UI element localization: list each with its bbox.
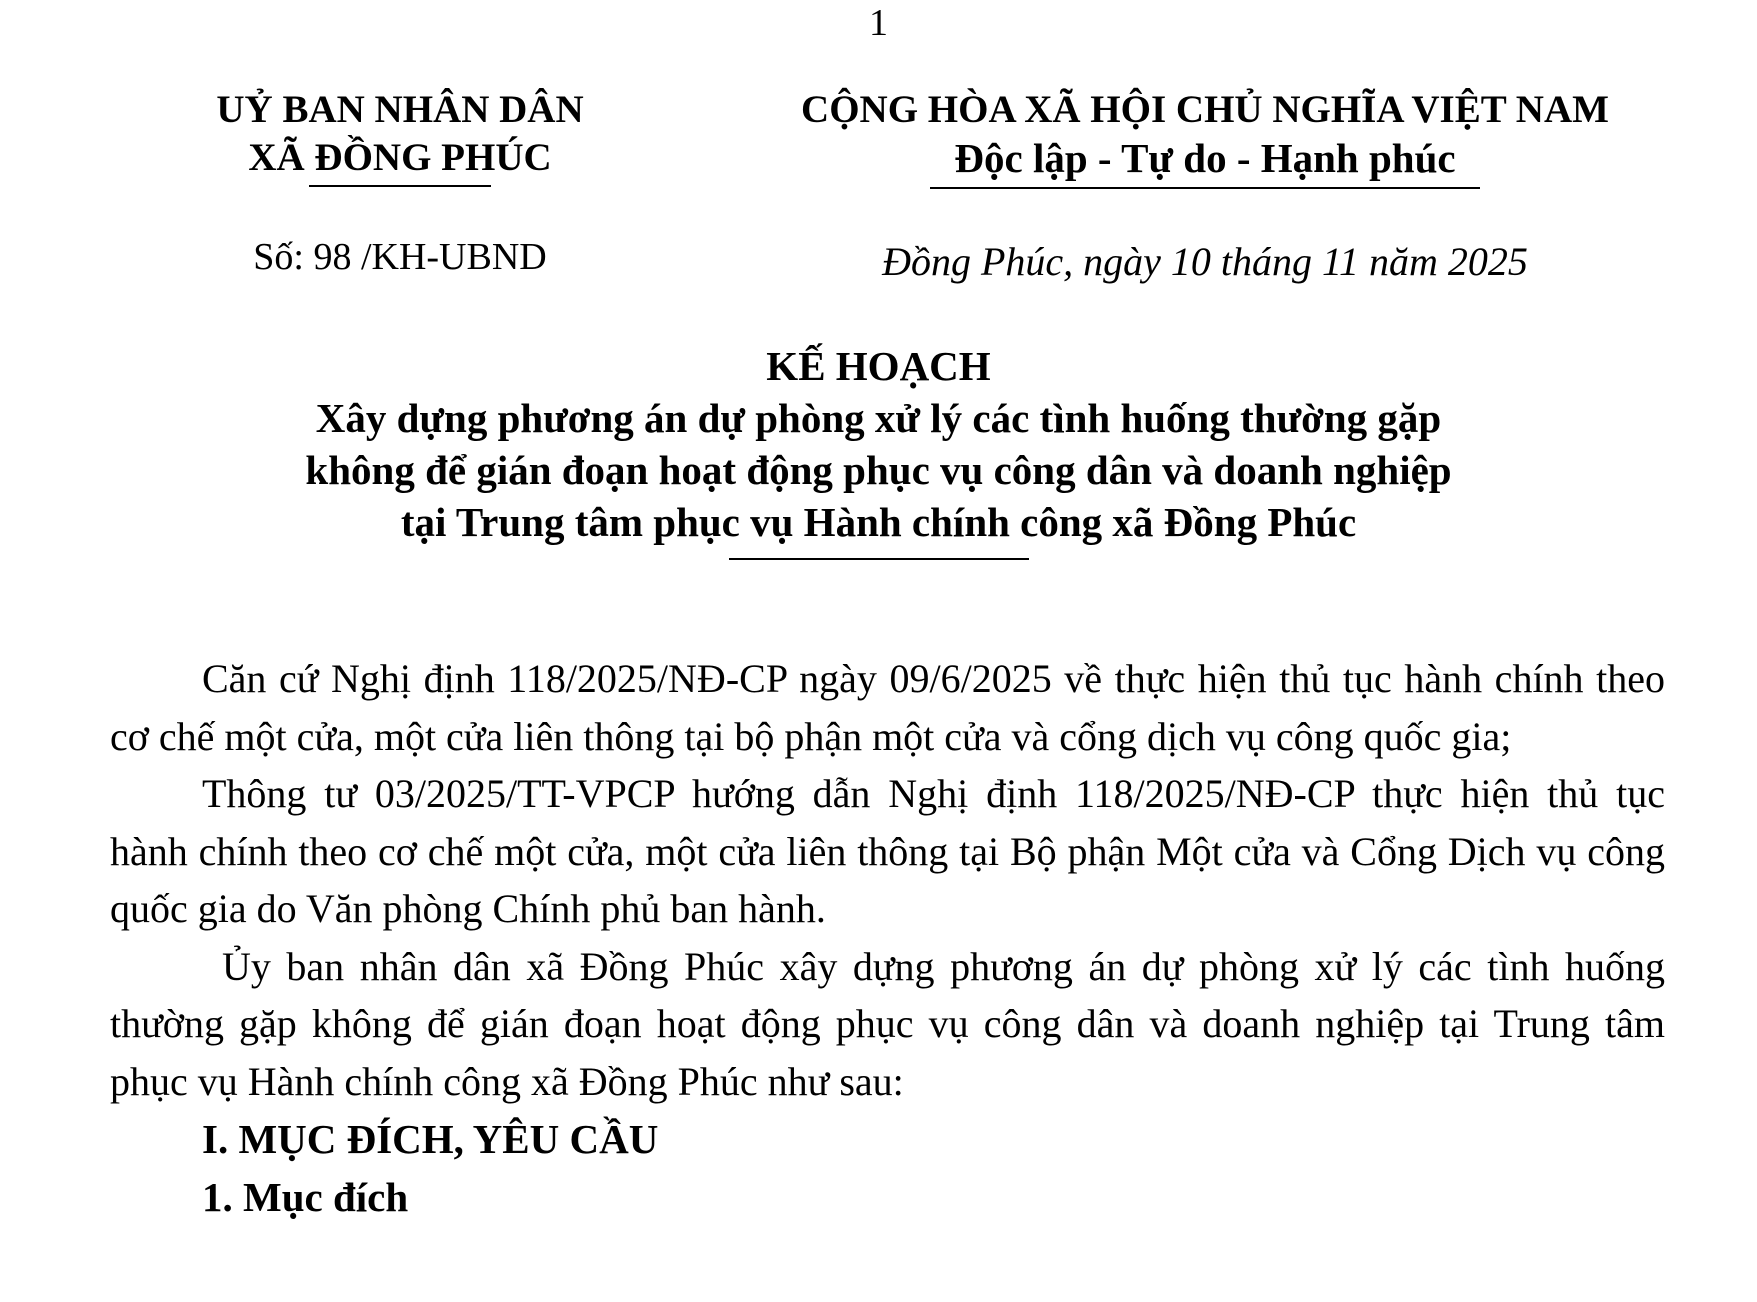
document-title-block bbox=[0, 340, 1757, 560]
document-body bbox=[110, 650, 1665, 1226]
page-number: 1 bbox=[869, 2, 888, 44]
issuing-authority bbox=[120, 86, 680, 187]
title-line-3: tại Trung tâm phục vụ Hành chính công xã Đồng Phúc bbox=[400, 499, 1357, 545]
document-number: Số: 98 /KH-UBND bbox=[253, 236, 547, 278]
national-header bbox=[700, 86, 1710, 189]
national-motto: Độc lập - Tự do - Hạnh phúc bbox=[954, 135, 1456, 181]
subsection-heading-1: 1. Mục đích bbox=[202, 1174, 409, 1220]
legal-basis-paragraph-2: Thông tư 03/2025/TT-VPCP hướng dẫn Nghị định 118/2025/NĐ-CP thực hiện thủ tục hành chính theo cơ chế một cửa, một cửa liên thông tại Bộ phận Một cửa và Cổng Dịch vụ công quốc gia do Văn phòng Chính phủ ban hành. bbox=[110, 771, 1665, 931]
place-and-date: Đồng Phúc, ngày 10 tháng 11 năm 2025 bbox=[882, 239, 1528, 284]
commune-name: XÃ ĐỒNG PHÚC bbox=[248, 136, 552, 179]
nation-name: CỘNG HÒA XÃ HỘI CHỦ NGHĨA VIỆT NAM bbox=[801, 88, 1609, 131]
section-heading-1: I. MỤC ĐÍCH, YÊU CẦU bbox=[202, 1116, 659, 1162]
title-line-1: Xây dựng phương án dự phòng xử lý các tình huống thường gặp bbox=[315, 395, 1442, 441]
title-underline bbox=[729, 558, 1029, 560]
document-type: KẾ HOẠCH bbox=[766, 343, 991, 389]
authority-underline bbox=[309, 185, 491, 187]
legal-basis-paragraph-1: Căn cứ Nghị định 118/2025/NĐ-CP ngày 09/6/2025 về thực hiện thủ tục hành chính theo cơ chế một cửa, một cửa liên thông tại bộ phận một cửa và cổng dịch vụ công quốc gia; bbox=[110, 656, 1665, 759]
title-line-2: không để gián đoạn hoạt động phục vụ công dân và doanh nghiệp bbox=[305, 447, 1452, 493]
intro-paragraph: Ủy ban nhân dân xã Đồng Phúc xây dựng phương án dự phòng xử lý các tình huống thường gặp không để gián đoạn hoạt động phục vụ công dân và doanh nghiệp tại Trung tâm phục vụ Hành chính công xã Đồng Phúc như sau: bbox=[110, 943, 1665, 1104]
motto-underline bbox=[930, 187, 1480, 189]
authority-name: UỶ BAN NHÂN DÂN bbox=[216, 88, 584, 131]
